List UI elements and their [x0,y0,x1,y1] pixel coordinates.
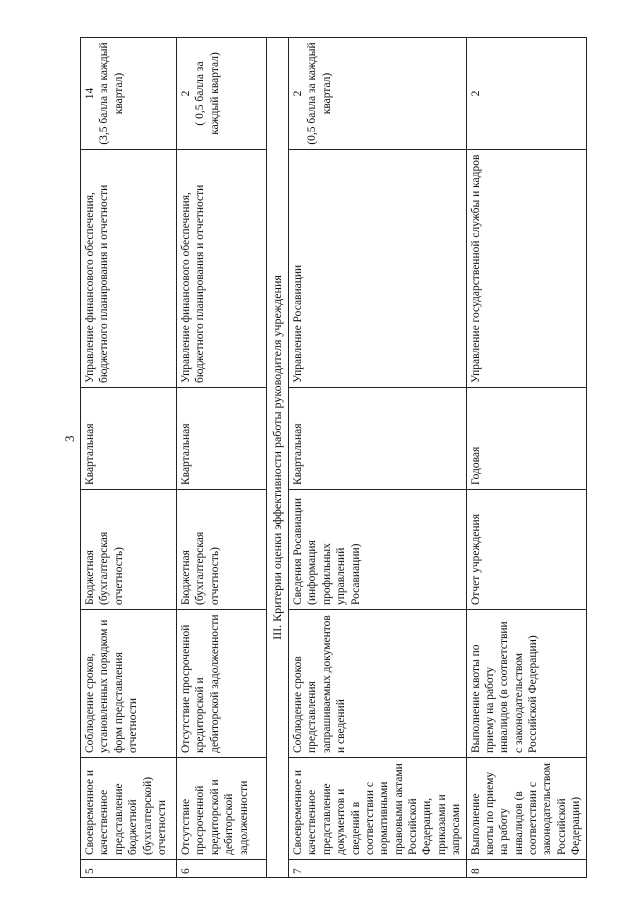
criterion-cell: Выполнение квоты по приему на работу инвалидов (в соответствии с законодательством Российской Федерации) [466,758,586,860]
source-cell: Сведения Росавиации (информация профильных управлений Росавиации) [289,490,467,610]
row-number: 6 [177,860,267,878]
page-number: 3 [62,435,77,442]
source-cell: Отчет учреждения [466,490,586,610]
points-value: 2 [180,90,192,97]
points-cell [81,38,177,150]
criteria-table [80,37,587,878]
points-cell [466,38,586,150]
row-number: 5 [81,860,177,878]
points-value: 14 [84,87,96,100]
responsible-cell: Управление финансового обеспечения, бюджетного планирования и отчетности [177,150,267,388]
points-cell [289,38,467,150]
row-number: 8 [466,860,586,878]
row-number: 7 [289,860,467,878]
points-note: (0,5 балла за каждый квартал) [306,42,333,145]
table-row [289,38,467,878]
points-value: 2 [469,90,482,97]
condition-cell: Соблюдение сроков представления запрашиваемых документов и сведений [289,610,467,758]
source-cell: Бюджетная (бухгалтерская отчетность) [81,490,177,610]
table-row [177,38,267,878]
points-value: 2 [292,90,304,97]
condition-cell: Соблюдение сроков, установленных порядком и форм представления отчетности [81,610,177,758]
period-cell: Квартальная [177,388,267,490]
points-note: ( 0,5 балла за каждый квартал) [194,52,221,135]
criterion-cell: Отсутствие просроченной кредиторской и дебиторской задолженности [177,758,267,860]
responsible-cell: Управление Росавиации [289,150,467,388]
period-cell: Годовая [466,388,586,490]
responsible-cell: Управление государственной службы и кадров [466,150,586,388]
criterion-cell: Своевременное и качественное представление документов и сведений в соответствии с нормативными правовыми актами Российской Федерации, приказами и запросами [289,758,467,860]
source-cell: Бюджетная (бухгалтерская отчетность) [177,490,267,610]
period-cell: Квартальная [81,388,177,490]
points-note: (3,5 балла за каждый квартал) [98,42,125,145]
points-cell [177,38,267,150]
table-row [81,38,177,878]
responsible-cell: Управление финансового обеспечения, бюджетного планирования и отчетности [81,150,177,388]
section-header-row [267,38,289,878]
condition-cell: Отсутствие просроченной кредиторской и дебиторской задолженности [177,610,267,758]
period-cell: Квартальная [289,388,467,490]
criterion-cell: Своевременное и качественное представление бюджетной (бухгалтерской) отчетности [81,758,177,860]
section-title: III. Критерии оценки эффективности работы руководителя учреждения [267,38,289,878]
condition-cell: Выполнение квоты по приему на работу инвалидов (в соответствии с законодательством Российской Федерации) [466,610,586,758]
table-row [466,38,586,878]
